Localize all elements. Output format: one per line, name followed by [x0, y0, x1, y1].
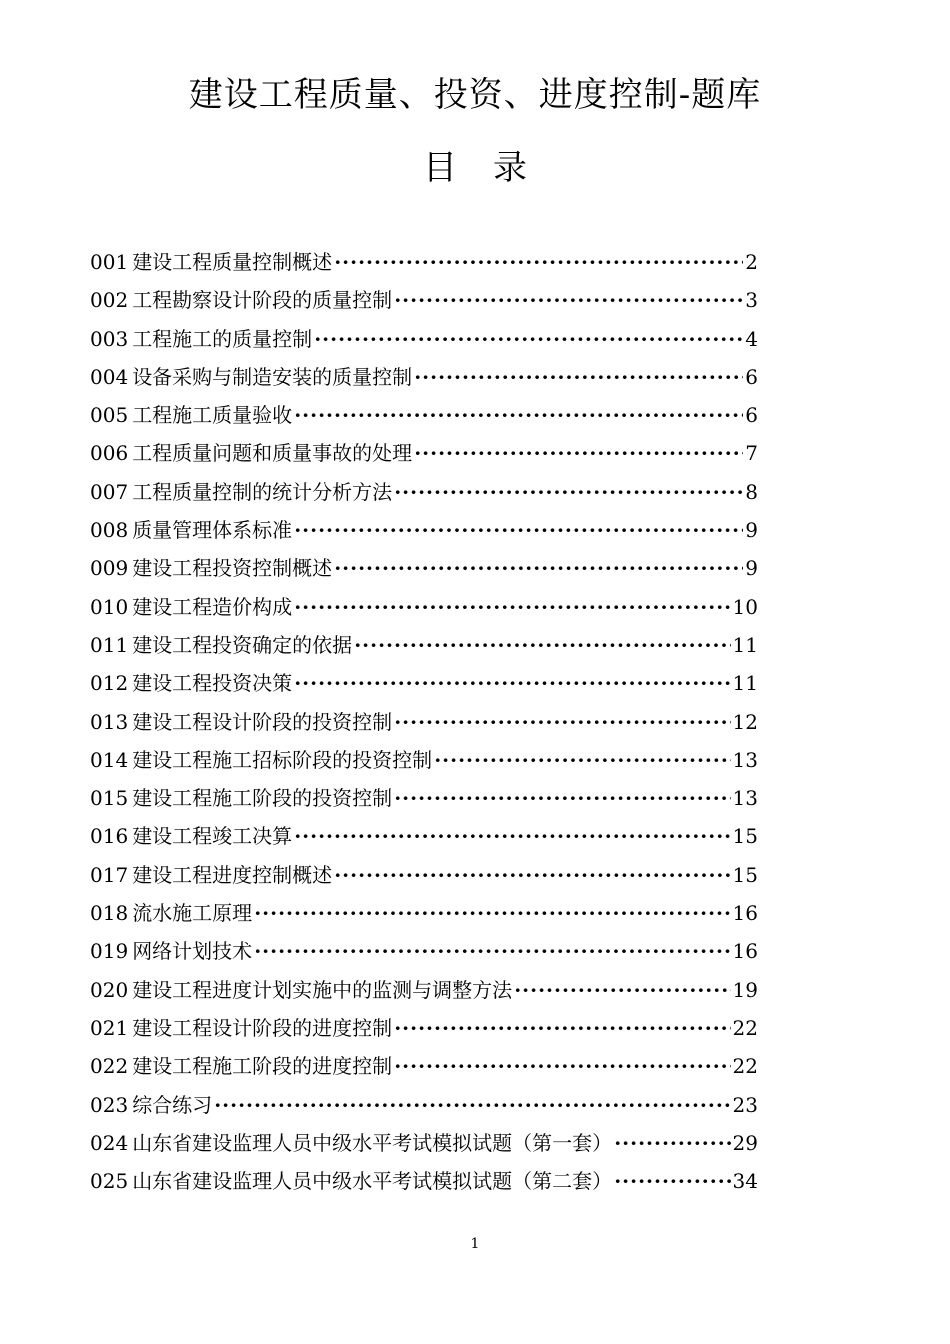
toc-entry[interactable]: [90, 320, 758, 358]
toc-entry[interactable]: [90, 664, 758, 702]
toc-dot-leader: [414, 358, 743, 396]
toc-entry[interactable]: [90, 856, 758, 894]
toc-entry-page: 4: [745, 326, 758, 351]
toc-entry[interactable]: [90, 971, 758, 1009]
document-title: 建设工程质量、投资、进度控制-题库: [188, 75, 762, 115]
toc-entry-number: 024: [90, 1130, 129, 1155]
toc-entry[interactable]: [90, 741, 758, 779]
toc-entry[interactable]: [90, 511, 758, 549]
toc-entry-number: 004: [90, 364, 129, 389]
toc-entry[interactable]: [90, 1009, 758, 1047]
toc-entry[interactable]: [90, 817, 758, 855]
toc-entry[interactable]: [90, 396, 758, 434]
toc-entry[interactable]: [90, 358, 758, 396]
toc-dot-leader: [334, 856, 730, 894]
toc-entry-title: 工程施工的质量控制: [132, 326, 313, 351]
toc-entry-page: 34: [732, 1169, 758, 1194]
toc-dot-leader: [394, 1009, 730, 1047]
toc-entry-number: 019: [90, 939, 129, 964]
toc-dot-leader: [394, 779, 730, 817]
toc-entry[interactable]: [90, 281, 758, 319]
toc-entry-page: 6: [745, 403, 758, 428]
toc-entry-number: 023: [90, 1092, 129, 1117]
toc-entry-number: 008: [90, 518, 129, 543]
toc-entry[interactable]: [90, 1124, 758, 1162]
toc-entry-number: 009: [90, 556, 129, 581]
toc-entry[interactable]: [90, 779, 758, 817]
toc-dot-leader: [294, 396, 743, 434]
toc-dot-leader: [254, 894, 730, 932]
toc-entry-page: 16: [732, 901, 758, 926]
toc-entry-number: 011: [90, 632, 129, 657]
toc-entry-number: 002: [90, 288, 129, 313]
toc-entry-title: 建设工程施工招标阶段的投资控制: [132, 747, 433, 772]
toc-entry[interactable]: [90, 588, 758, 626]
toc-entry[interactable]: [90, 932, 758, 970]
page-number: 1: [470, 1236, 480, 1252]
toc-entry-page: 22: [732, 1015, 758, 1040]
toc-entry[interactable]: [90, 243, 758, 281]
toc-dot-leader: [394, 703, 730, 741]
toc-entry-title: 建设工程进度控制概述: [132, 862, 333, 887]
toc-entry-number: 010: [90, 594, 129, 619]
toc-entry[interactable]: [90, 1047, 758, 1085]
toc-entry-page: 2: [745, 250, 758, 274]
toc-dot-leader: [394, 1047, 730, 1085]
toc-entry-page: 19: [732, 977, 758, 1002]
toc-entry-number: 025: [90, 1169, 129, 1194]
toc-heading-char-2: 录: [493, 148, 527, 188]
toc-heading: [0, 143, 950, 193]
toc-entry[interactable]: [90, 894, 758, 932]
toc-dot-leader: [294, 511, 743, 549]
toc-entry-number: 006: [90, 441, 129, 466]
toc-entry-number: 014: [90, 747, 129, 772]
toc-entry-page: 15: [732, 862, 758, 887]
toc-dot-leader: [414, 434, 743, 472]
toc-entry-page: 29: [732, 1130, 758, 1155]
toc-entry-title: 流水施工原理: [132, 901, 253, 926]
toc-entry[interactable]: [90, 626, 758, 664]
toc-entry-number: 018: [90, 901, 129, 926]
toc-entry-title: 工程质量问题和质量事故的处理: [132, 441, 413, 466]
toc-entry-title: 工程施工质量验收: [132, 403, 293, 428]
toc-dot-leader: [314, 320, 743, 358]
toc-dot-leader: [294, 664, 730, 702]
toc-dot-leader: [394, 473, 743, 511]
toc-entry-title: 网络计划技术: [132, 939, 253, 964]
toc-dot-leader: [354, 626, 730, 664]
toc-entry-page: 23: [732, 1092, 758, 1117]
toc-entry[interactable]: [90, 1162, 758, 1200]
toc-entry-title: 建设工程设计阶段的投资控制: [132, 709, 393, 734]
toc-entry-number: 007: [90, 479, 129, 504]
toc-entry-title: 建设工程进度计划实施中的监测与调整方法: [132, 977, 513, 1002]
toc-entry-number: 020: [90, 977, 129, 1002]
toc-entry-number: 005: [90, 403, 129, 428]
toc-entry[interactable]: [90, 473, 758, 511]
toc-entry-title: 建设工程投资决策: [132, 671, 293, 696]
toc-entry-title: 山东省建设监理人员中级水平考试模拟试题（第二套）: [132, 1169, 613, 1194]
toc-entry-page: 8: [745, 479, 758, 504]
toc-entry-number: 022: [90, 1054, 129, 1079]
toc-dot-leader: [614, 1124, 730, 1162]
toc-entry-number: 012: [90, 671, 129, 696]
toc-entry-number: 016: [90, 824, 129, 849]
toc-entry-title: 建设工程造价构成: [132, 594, 293, 619]
toc-entry-page: 11: [732, 632, 758, 657]
toc-entry-number: 001: [90, 250, 129, 274]
toc-entry-page: 16: [732, 939, 758, 964]
toc-entry-page: 13: [732, 747, 758, 772]
toc-entry-title: 山东省建设监理人员中级水平考试模拟试题（第一套）: [132, 1130, 613, 1155]
toc-entry-number: 021: [90, 1015, 129, 1040]
toc-entry-title: 建设工程投资控制概述: [132, 556, 333, 581]
toc-dot-leader: [434, 741, 730, 779]
toc-dot-leader: [514, 971, 730, 1009]
table-of-contents: [90, 243, 758, 1200]
toc-entry-title: 建设工程质量控制概述: [132, 250, 333, 274]
toc-dot-leader: [334, 549, 743, 587]
toc-entry-title: 建设工程施工阶段的进度控制: [132, 1054, 393, 1079]
toc-dot-leader: [254, 932, 730, 970]
toc-entry-title: 质量管理体系标准: [132, 518, 293, 543]
toc-entry[interactable]: [90, 434, 758, 472]
toc-entry-title: 工程质量控制的统计分析方法: [132, 479, 393, 504]
toc-entry-page: 7: [745, 441, 758, 466]
toc-entry-title: 工程勘察设计阶段的质量控制: [132, 288, 393, 313]
toc-entry-page: 6: [745, 364, 758, 389]
toc-entry-page: 9: [745, 518, 758, 543]
toc-dot-leader: [334, 243, 743, 281]
toc-entry-page: 12: [732, 709, 758, 734]
toc-entry-title: 综合练习: [132, 1092, 213, 1117]
toc-entry-page: 10: [732, 594, 758, 619]
toc-heading-char-1: 目: [423, 148, 457, 188]
toc-entry-number: 003: [90, 326, 129, 351]
toc-entry-page: 3: [745, 288, 758, 313]
toc-entry[interactable]: [90, 703, 758, 741]
toc-dot-leader: [214, 1086, 730, 1124]
toc-dot-leader: [394, 281, 743, 319]
toc-entry-title: 设备采购与制造安装的质量控制: [132, 364, 413, 389]
toc-entry-page: 15: [732, 824, 758, 849]
toc-entry[interactable]: [90, 1086, 758, 1124]
toc-entry-page: 11: [732, 671, 758, 696]
toc-dot-leader: [614, 1162, 730, 1200]
toc-entry[interactable]: [90, 549, 758, 587]
toc-entry-title: 建设工程投资确定的依据: [132, 632, 353, 657]
toc-entry-title: 建设工程设计阶段的进度控制: [132, 1015, 393, 1040]
toc-dot-leader: [294, 817, 730, 855]
toc-dot-leader: [294, 588, 730, 626]
toc-entry-page: 13: [732, 786, 758, 811]
toc-entry-title: 建设工程施工阶段的投资控制: [132, 786, 393, 811]
toc-entry-title: 建设工程竣工决算: [132, 824, 293, 849]
toc-entry-number: 013: [90, 709, 129, 734]
toc-entry-page: 22: [732, 1054, 758, 1079]
toc-entry-number: 017: [90, 862, 129, 887]
toc-entry-number: 015: [90, 786, 129, 811]
toc-entry-page: 9: [745, 556, 758, 581]
